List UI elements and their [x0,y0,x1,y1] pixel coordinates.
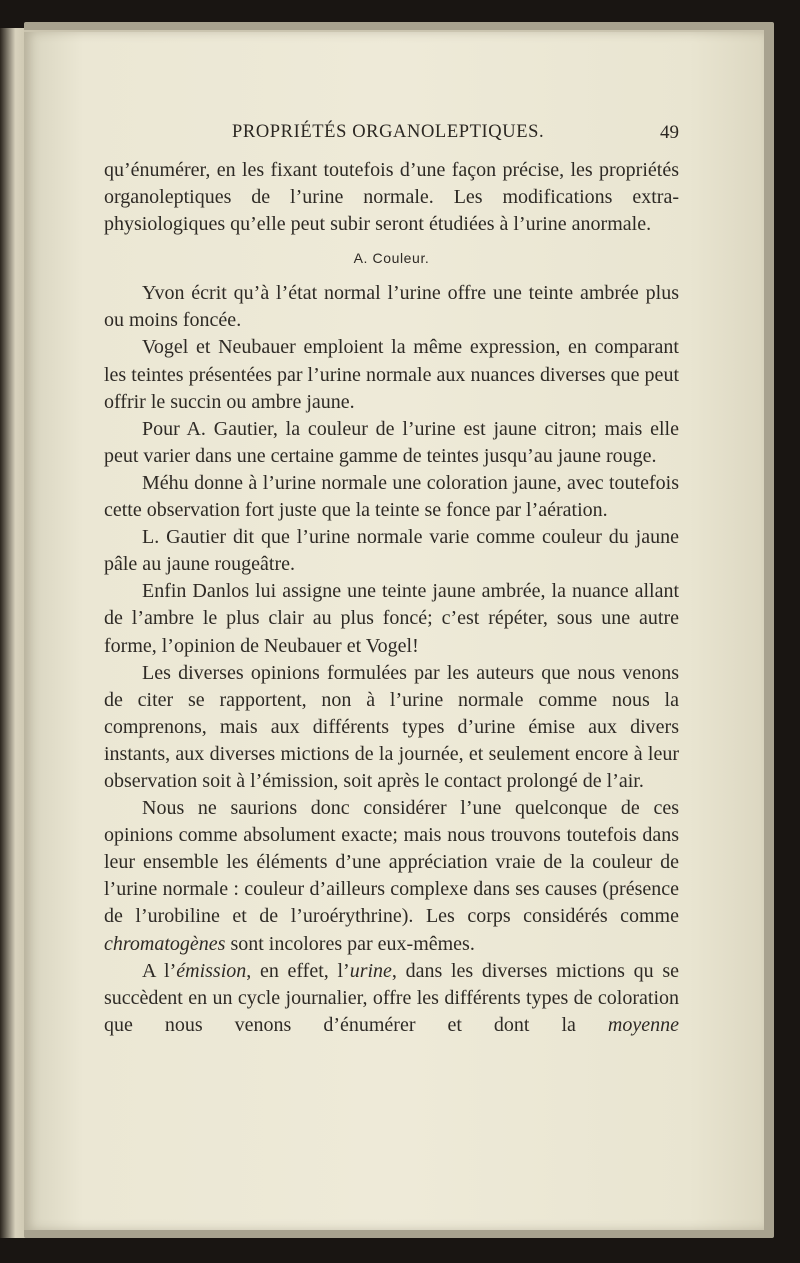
paragraph-7: Enfin Danlos lui assigne une teinte jaune ambrée, la nuance allant de l’ambre le plus clair au plus foncé; c’est répéter, sous une autre forme, l’opinion de Neubauer et Vogel! [104,580,679,657]
term-urine: urine [349,959,392,982]
paragraph-4: Pour A. Gautier, la couleur de l’urine est jaune citron; mais elle peut varier dans une certaine gamme de teintes jusqu’au jaune rouge. [104,417,679,467]
running-head: PROPRIÉTÉS ORGANOLEPTIQUES. [232,122,545,142]
page-number: 49 [660,122,679,143]
body-text [104,157,679,1039]
paragraph-2: Yvon écrit qu’à l’état normal l’urine offre une teinte ambrée plus ou moins foncée. [104,282,679,332]
paragraph-8: Les diverses opinions formulées par les auteurs que nous venons de citer se rapportent, non à l’urine normale comme nous la comprenons, mais aux différents types d’urine émise aux divers instants, aux diverses mictions de la journée, et seulement encore à leur observation soit à l’émission, soit après le contact prolongé de l’air. [104,661,679,792]
paragraph-10-c: , dans les diverses mictions qu se succèdent en un cycle journalier, offre les différents types de coloration que nous venons d’énumérer et dont la [104,959,679,1036]
paragraph-9-end: sont incolores par eux-mêmes. [225,932,475,955]
paragraph-3: Vogel et Neubauer emploient la même expression, en comparant les teintes présentées par l’urine normale aux nuances diverses que peut offrir le succin ou ambre jaune. [104,336,679,413]
paragraph-10-a: A l’ [142,959,177,982]
term-moyenne: moyenne [607,1013,679,1036]
term-emission: émission [176,959,247,982]
paragraph-1: qu’énumérer, en les fixant toutefois d’une façon précise, les propriétés organoleptiques de l’urine normale. Les modifications extra-physiologiques qu’elle peut subir seront étudiées à l’urine anormale. [104,159,679,236]
paragraph-6: L. Gautier dit que l’urine normale varie comme couleur du jaune pâle au jaune rougeâtre. [104,526,679,576]
paragraph-9 [104,795,679,958]
book-page [24,30,764,1230]
paragraph-10-b: , en effet, l’ [246,959,350,982]
page-header [104,122,679,152]
term-chromatogenes: chromatogènes [104,932,226,955]
section-heading: A. Couleur. [353,250,430,267]
paragraph-9-start: Nous ne saurions donc considérer l’une quelconque de ces opinions comme absolument exacte; mais nous trouvons toutefois dans leur ensemble les éléments d’une appréciation vraie de la couleur de l’urine normale : couleur d’ailleurs complexe dans ses causes (présence de l’urobiline et de l’uroérythrine). Les corps considérés comme [104,797,679,928]
paragraph-5: Méhu donne à l’urine normale une coloration jaune, avec toutefois cette observation fort juste que la teinte se fonce par l’aération. [104,471,679,522]
paragraph-10 [104,958,679,1039]
